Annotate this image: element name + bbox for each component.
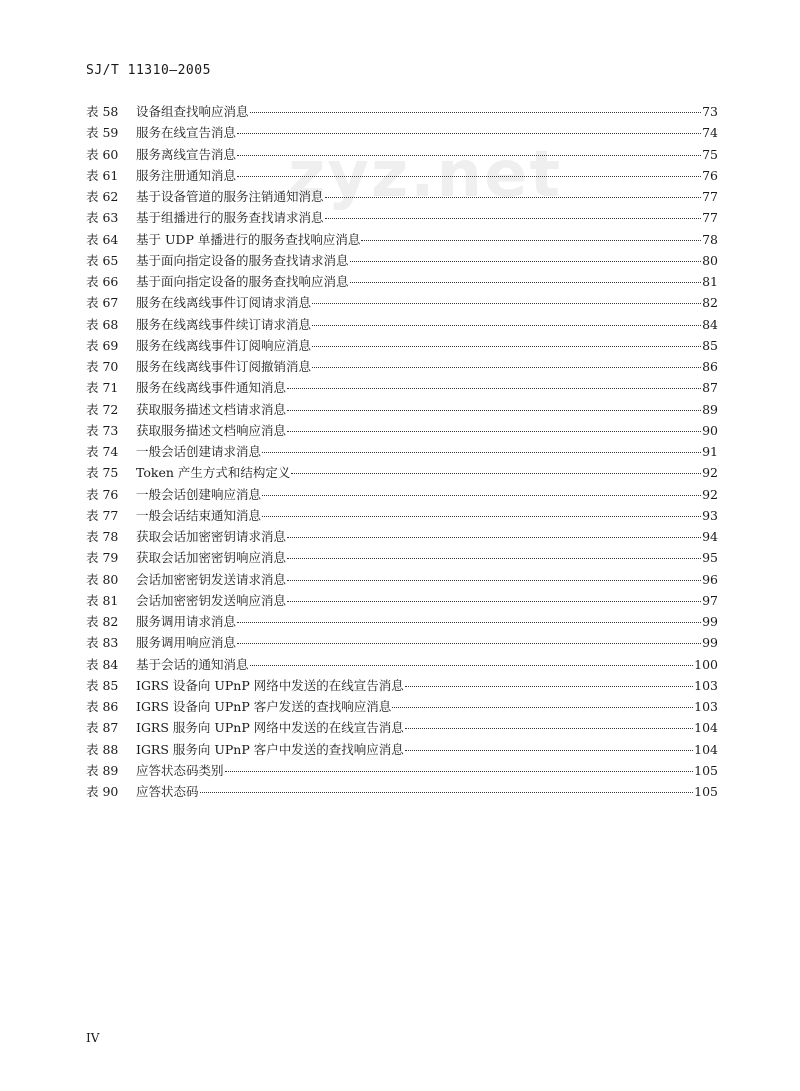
table-title: 获取服务描述文档请求消息 [136, 401, 287, 417]
page-ref: 94 [702, 529, 718, 544]
dot-leader [287, 387, 701, 389]
page-ref: 86 [702, 359, 718, 374]
toc-entry [86, 420, 718, 441]
table-title: 一般会话创建请求消息 [136, 444, 262, 459]
table-title: 服务调用请求消息 [136, 614, 237, 629]
toc-entry [86, 781, 718, 802]
dot-leader [312, 366, 701, 368]
table-title: 获取服务描述文档响应消息 [136, 422, 287, 438]
table-number: 表 78 [86, 529, 119, 544]
table-title: 基于组播进行的服务查找请求消息 [136, 210, 324, 226]
page-ref: 77 [702, 189, 718, 204]
page-ref: 90 [702, 422, 718, 438]
page-ref: 96 [702, 571, 718, 587]
table-number: 表 69 [86, 337, 119, 353]
table-number: 表 80 [86, 571, 119, 587]
page-ref: 76 [702, 167, 718, 183]
table-title: 服务在线离线事件订阅响应消息 [136, 337, 312, 353]
page-ref: 74 [702, 125, 718, 141]
table-number: 表 84 [86, 656, 119, 672]
table-number: 表 63 [86, 210, 119, 226]
dot-leader [291, 472, 701, 474]
page-ref: 100 [694, 656, 718, 672]
table-title: 服务离线宣告消息 [136, 146, 237, 162]
toc-entry [86, 122, 718, 143]
table-title: 设备组查找响应消息 [136, 104, 249, 119]
toc-entry [86, 207, 718, 228]
table-number: 表 68 [86, 316, 119, 332]
table-number: 表 89 [86, 762, 119, 778]
table-title: 会话加密密钥发送请求消息 [136, 571, 287, 587]
dot-leader [287, 430, 701, 432]
dot-leader [287, 600, 701, 602]
table-number: 表 74 [86, 444, 119, 459]
table-number: 表 67 [86, 295, 119, 311]
dot-leader [392, 706, 693, 708]
table-number: 表 60 [86, 146, 119, 162]
dot-leader [312, 324, 701, 326]
table-number: 表 79 [86, 550, 119, 566]
table-title: 应答状态码类别 [136, 762, 224, 778]
table-number: 表 59 [86, 125, 119, 141]
toc-entry [86, 505, 718, 526]
dot-leader [287, 409, 701, 411]
toc-entry [86, 569, 718, 590]
dot-leader [237, 642, 701, 644]
page-ref: 99 [702, 635, 718, 651]
page-ref: 75 [702, 146, 718, 162]
dot-leader [237, 621, 701, 623]
table-title: IGRS 服务向 UPnP 客户中发送的查找响应消息 [136, 741, 404, 757]
table-title: IGRS 服务向 UPnP 网络中发送的在线宣告消息 [136, 720, 404, 736]
page-ref: 103 [694, 699, 718, 714]
table-title: 获取会话加密密钥请求消息 [136, 529, 287, 544]
toc-entry [86, 441, 718, 462]
dot-leader [350, 281, 702, 283]
table-number: 表 76 [86, 486, 119, 502]
table-number: 表 65 [86, 252, 119, 268]
toc-entry [86, 760, 718, 781]
table-title: 服务注册通知消息 [136, 167, 237, 183]
page-ref: 92 [702, 486, 718, 502]
page-ref: 78 [702, 231, 718, 247]
page-ref: 77 [702, 210, 718, 226]
table-title: 应答状态码 [136, 784, 199, 799]
table-number: 表 71 [86, 380, 119, 396]
page-ref: 104 [694, 741, 718, 757]
table-of-contents [86, 101, 718, 802]
table-number: 表 82 [86, 614, 119, 629]
toc-entry [86, 335, 718, 356]
page-ref: 80 [702, 252, 718, 268]
table-title: 一般会话结束通知消息 [136, 507, 262, 523]
toc-entry [86, 165, 718, 186]
page-ref: 82 [702, 295, 718, 311]
dot-leader [237, 175, 701, 177]
page-ref: 81 [702, 274, 718, 289]
toc-entry [86, 377, 718, 398]
table-number: 表 70 [86, 359, 119, 374]
toc-entry [86, 462, 718, 483]
dot-leader [225, 770, 694, 772]
table-number: 表 88 [86, 741, 119, 757]
page-ref: 104 [694, 720, 718, 736]
table-title: 基于面向指定设备的服务查找请求消息 [136, 252, 349, 268]
table-title: 服务在线离线事件通知消息 [136, 380, 287, 396]
table-title: IGRS 设备向 UPnP 客户发送的查找响应消息 [136, 699, 392, 714]
toc-entry [86, 611, 718, 632]
watermark: zyz.net [288, 138, 563, 212]
toc-entry [86, 101, 718, 122]
table-number: 表 85 [86, 677, 119, 693]
toc-entry [86, 739, 718, 760]
dot-leader [405, 685, 693, 687]
toc-entry [86, 250, 718, 271]
table-number: 表 77 [86, 507, 119, 523]
toc-entry [86, 186, 718, 207]
page-ref: 92 [702, 465, 718, 481]
page-ref: 89 [702, 401, 718, 417]
table-title: 服务在线宣告消息 [136, 125, 237, 141]
table-number: 表 61 [86, 167, 119, 183]
dot-leader [350, 260, 702, 262]
page-ref: 91 [702, 444, 718, 459]
page-ref: 95 [702, 550, 718, 566]
dot-leader [312, 345, 701, 347]
toc-entry [86, 271, 718, 292]
table-number: 表 73 [86, 422, 119, 438]
table-title: 服务在线离线事件订阅请求消息 [136, 295, 312, 311]
table-title: 基于会话的通知消息 [136, 656, 249, 672]
page-ref: 85 [702, 337, 718, 353]
dot-leader [237, 132, 701, 134]
table-number: 表 90 [86, 784, 119, 799]
toc-entry [86, 229, 718, 250]
table-number: 表 86 [86, 699, 119, 714]
dot-leader [312, 302, 701, 304]
toc-entry [86, 292, 718, 313]
toc-entry [86, 717, 718, 738]
dot-leader [250, 664, 694, 666]
toc-entry [86, 526, 718, 547]
page-number: IV [86, 1031, 100, 1045]
toc-entry [86, 314, 718, 335]
dot-leader [262, 451, 701, 453]
toc-entry [86, 696, 718, 717]
table-number: 表 66 [86, 274, 119, 289]
page-ref: 105 [694, 784, 718, 799]
dot-leader [361, 239, 701, 241]
page-ref: 73 [702, 104, 718, 119]
table-number: 表 62 [86, 189, 119, 204]
toc-entry [86, 356, 718, 377]
table-title: 服务调用响应消息 [136, 635, 237, 651]
table-number: 表 87 [86, 720, 119, 736]
table-number: 表 83 [86, 635, 119, 651]
document-code: SJ/T 11310—2005 [86, 63, 211, 78]
table-title: 获取会话加密密钥响应消息 [136, 550, 287, 566]
page-ref: 99 [702, 614, 718, 629]
dot-leader [237, 154, 701, 156]
toc-entry [86, 144, 718, 165]
dot-leader [325, 217, 702, 219]
toc-entry [86, 547, 718, 568]
dot-leader [405, 727, 693, 729]
toc-entry [86, 632, 718, 653]
table-title: 服务在线离线事件续订请求消息 [136, 316, 312, 332]
table-title: 基于 UDP 单播进行的服务查找响应消息 [136, 231, 361, 247]
toc-entry [86, 399, 718, 420]
dot-leader [325, 196, 702, 198]
table-number: 表 72 [86, 401, 119, 417]
page-ref: 103 [694, 677, 718, 693]
page-ref: 97 [702, 592, 718, 608]
dot-leader [287, 557, 701, 559]
dot-leader [287, 579, 701, 581]
table-title: IGRS 设备向 UPnP 网络中发送的在线宣告消息 [136, 677, 404, 693]
table-title: 基于面向指定设备的服务查找响应消息 [136, 274, 349, 289]
dot-leader [262, 494, 701, 496]
table-number: 表 58 [86, 104, 119, 119]
toc-entry [86, 675, 718, 696]
page-ref: 105 [694, 762, 718, 778]
table-number: 表 81 [86, 592, 119, 608]
dot-leader [405, 749, 693, 751]
page-ref: 93 [702, 507, 718, 523]
table-number: 表 64 [86, 231, 119, 247]
toc-entry [86, 484, 718, 505]
dot-leader [262, 515, 701, 517]
page-ref: 84 [702, 316, 718, 332]
table-title: 会话加密密钥发送响应消息 [136, 592, 287, 608]
toc-entry [86, 590, 718, 611]
page-ref: 87 [702, 380, 718, 396]
table-title: 服务在线离线事件订阅撤销消息 [136, 359, 312, 374]
dot-leader [250, 111, 702, 113]
table-title: 基于设备管道的服务注销通知消息 [136, 189, 324, 204]
table-title: 一般会话创建响应消息 [136, 486, 262, 502]
table-title: Token 产生方式和结构定义 [136, 465, 291, 481]
dot-leader [200, 791, 694, 793]
dot-leader [287, 536, 701, 538]
table-number: 表 75 [86, 465, 119, 481]
toc-entry [86, 654, 718, 675]
